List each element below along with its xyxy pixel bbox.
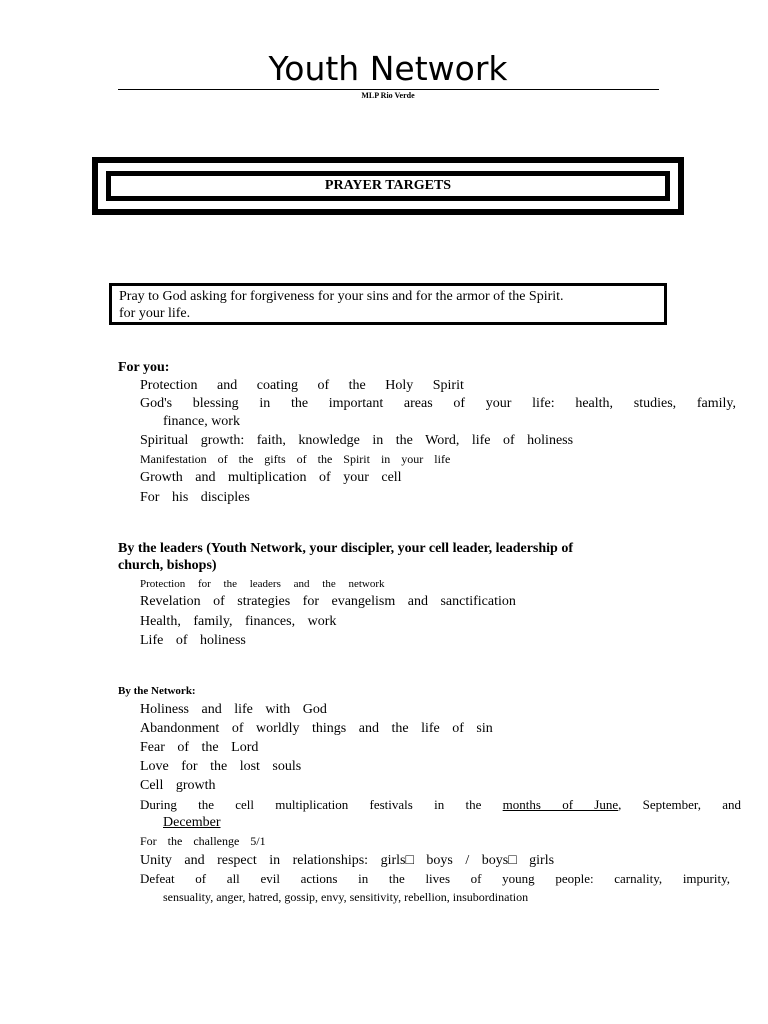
list-item-continuation: December [163, 815, 221, 830]
list-item: Holiness and life with God [140, 702, 327, 717]
list-item: Fear of the Lord [140, 740, 259, 755]
intro-box [109, 283, 667, 325]
list-item: God's blessing in the important areas of your life: health, studies, family, [140, 396, 736, 411]
list-item: Health, family, finances, work [140, 614, 337, 629]
section-heading-network: By the Network: [118, 685, 196, 697]
list-item: Manifestation of the gifts of the Spirit in your life [140, 452, 451, 466]
list-item: Protection for the leaders and the network [140, 578, 385, 590]
list-item: Unity and respect in relationships: girls□ boys / boys□ girls [140, 853, 555, 868]
list-item: For the challenge 5/1 [140, 834, 266, 848]
list-item: Cell growth [140, 778, 216, 793]
section-heading-leaders-line-2: church, bishops) [118, 558, 217, 573]
page-subtitle: MLP Rio Verde [361, 91, 415, 100]
list-item: Love for the lost souls [140, 759, 302, 774]
intro-line-2: for your life. [119, 306, 191, 321]
list-item: Protection and coating of the Holy Spirit [140, 378, 464, 393]
list-item: Life of holiness [140, 633, 246, 648]
festivals-months-underlined: months of June [502, 797, 619, 812]
list-item: Abandonment of worldly things and the life of sin [140, 721, 493, 736]
banner-title [106, 171, 670, 201]
list-item: Defeat of all evil actions in the lives of young people: carnality, impurity, [140, 871, 730, 886]
banner-label: PRAYER TARGETS [324, 178, 452, 193]
list-item-festivals [140, 796, 741, 814]
list-item-continuation: sensuality, anger, hatred, gossip, envy, sensitivity, rebellion, insubordination [163, 890, 529, 904]
page-title: Youth Network [268, 49, 508, 88]
section-heading-for-you: For you: [118, 360, 170, 375]
list-item: For his disciples [140, 490, 250, 505]
festivals-text-after: , September, and [618, 797, 742, 812]
section-heading-leaders-line-1: By the leaders (Youth Network, your discipler, your cell leader, leadership of [118, 541, 573, 556]
list-item: Spiritual growth: faith, knowledge in the Word, life of holiness [140, 433, 574, 448]
festivals-text: During the cell multiplication festivals in the [140, 797, 482, 812]
title-divider [118, 89, 659, 90]
list-item: Growth and multiplication of your cell [140, 470, 402, 485]
list-item-continuation: finance, work [163, 414, 240, 429]
intro-line-1: Pray to God asking for forgiveness for your sins and for the armor of the Spirit. [119, 289, 564, 304]
list-item: Revelation of strategies for evangelism and sanctification [140, 594, 516, 609]
